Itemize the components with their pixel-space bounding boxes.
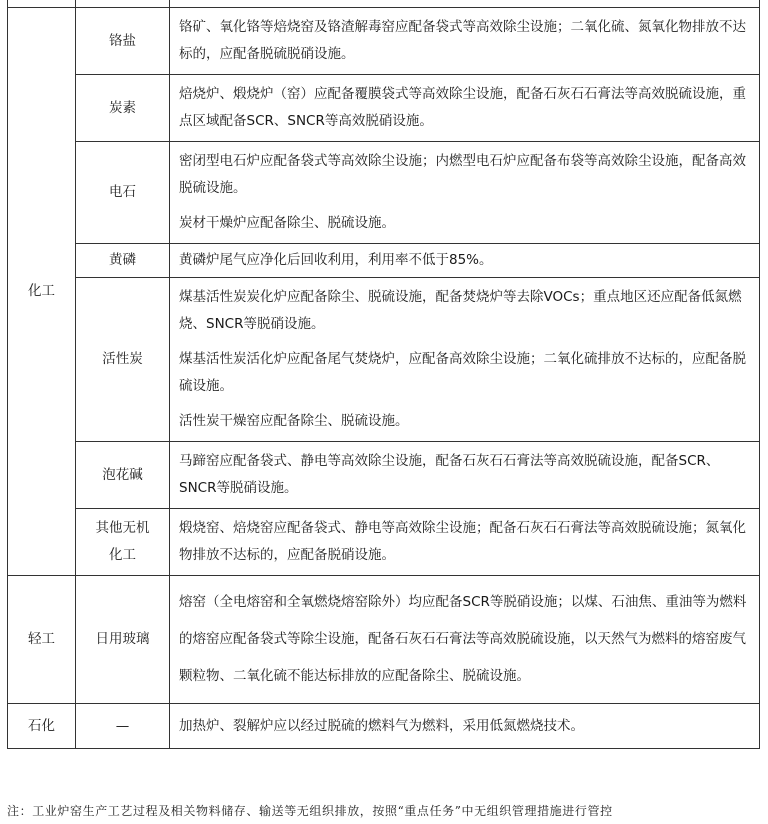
measure-text: 活性炭干燥窑应配备除尘、脱硫设施。 xyxy=(179,413,409,429)
subcategory-cell: 活性炭 xyxy=(76,278,170,442)
measure-text: 炭材干燥炉应配备除尘、脱硫设施。 xyxy=(179,215,395,231)
measure-cell xyxy=(170,244,760,278)
measure-text: 马蹄窑应配备袋式、静电等高效除尘设施，配备石灰石石膏法等高效脱硫设施，配备SCR、SNCR等脱硝设施。 xyxy=(179,453,720,496)
emission-measures-table xyxy=(7,0,760,749)
table-row xyxy=(8,244,760,278)
measure-cell xyxy=(170,576,760,704)
measure-text: 加热炉、裂解炉应以经过脱硫的燃料气为燃料，采用低氮燃烧技术。 xyxy=(179,717,584,734)
measure-text: 密闭型电石炉应配备袋式等高效除尘设施；内燃型电石炉应配备布袋等高效除尘设施，配备高效脱硫设施。 xyxy=(179,153,746,196)
measure-cell xyxy=(170,509,760,576)
category-cell: 轻工 xyxy=(8,576,76,704)
measure-text: 煅烧窑、焙烧窑应配备袋式、静电等高效除尘设施；配备石灰石石膏法等高效脱硫设施；氮氧化物排放不达标的，应配备脱硝设施。 xyxy=(179,520,746,563)
table-row xyxy=(8,75,760,142)
table-row xyxy=(8,509,760,576)
subcategory-cell: 泡花碱 xyxy=(76,442,170,509)
subcategory-cell: 炭素 xyxy=(76,75,170,142)
subcategory-cell: 电石 xyxy=(76,142,170,244)
subcategory-cell: — xyxy=(76,704,170,749)
measure-cell xyxy=(170,278,760,442)
table-row xyxy=(8,278,760,442)
table-row xyxy=(8,142,760,244)
table-row xyxy=(8,442,760,509)
measure-text: 黄磷炉尾气应净化后回收利用，利用率不低于85%。 xyxy=(179,252,493,268)
measure-text: 焙烧炉、煅烧炉（窑）应配备覆膜袋式等高效除尘设施，配备石灰石石膏法等高效脱硫设施，重点区域配备SCR、SNCR等高效脱硝设施。 xyxy=(179,86,746,129)
subcategory-cell: 铬盐 xyxy=(76,8,170,75)
category-cell: 石化 xyxy=(8,704,76,749)
table-row xyxy=(8,704,760,749)
measure-text: 煤基活性炭活化炉应配备尾气焚烧炉，应配备高效除尘设施；二氧化硫排放不达标的，应配备脱硫设施。 xyxy=(179,351,746,394)
measure-cell xyxy=(170,142,760,244)
measure-text: 熔窑（全电熔窑和全氧燃烧熔窑除外）均应配备SCR等脱硝设施；以煤、石油焦、重油等为燃料的熔窑应配备袋式等除尘设施，配备石灰石石膏法等高效脱硫设施，以天然气为燃料的熔窑废气颗粒物、二氧化硫不能达标排放的应配备除尘、脱硫设施。 xyxy=(179,594,747,684)
measure-cell xyxy=(170,75,760,142)
measure-cell xyxy=(170,8,760,75)
subcategory-cell: 黄磷 xyxy=(76,244,170,278)
table-row xyxy=(8,8,760,75)
category-cell: 化工 xyxy=(8,8,76,576)
measure-text: 煤基活性炭炭化炉应配备除尘、脱硫设施，配备焚烧炉等去除VOCs；重点地区还应配备低氮燃烧、SNCR等脱硝设施。 xyxy=(179,289,742,332)
table-top-stub xyxy=(8,0,760,8)
table-footnote: 注：工业炉窑生产工艺过程及相关物料储存、输送等无组织排放，按照“重点任务”中无组织管理措施进行管控 xyxy=(7,804,613,818)
table-body xyxy=(8,0,760,749)
subcategory-cell: 日用玻璃 xyxy=(76,576,170,704)
subcategory-cell: 其他无机化工 xyxy=(76,509,170,576)
measure-cell xyxy=(170,704,760,749)
table-row xyxy=(8,576,760,704)
measure-text: 铬矿、氧化铬等焙烧窑及铬渣解毒窑应配备袋式等高效除尘设施；二氧化硫、氮氧化物排放不达标的，应配备脱硫脱硝设施。 xyxy=(179,19,746,62)
measure-cell xyxy=(170,442,760,509)
